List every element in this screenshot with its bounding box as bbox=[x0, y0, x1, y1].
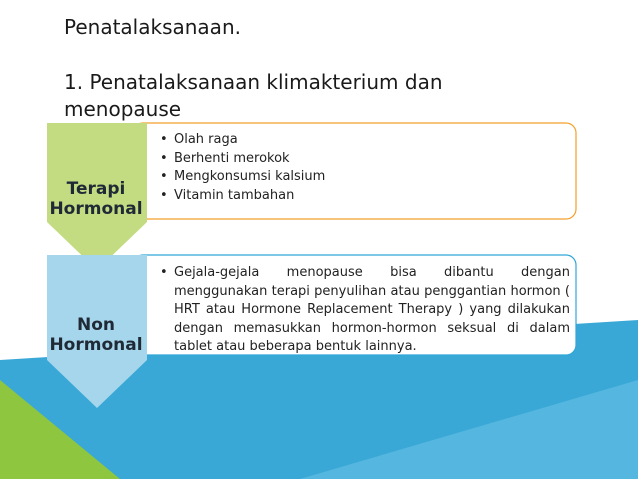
row2-content bbox=[158, 264, 570, 357]
row1-label-line-1: Terapi bbox=[66, 179, 126, 199]
subheading-line-2: menopause bbox=[64, 97, 182, 121]
row2-label bbox=[44, 315, 148, 355]
row1-label bbox=[44, 179, 148, 219]
row1-bullet-list bbox=[158, 131, 568, 205]
row1-bullet: • Olah raga bbox=[158, 131, 568, 150]
page-heading: Penatalaksanaan. bbox=[64, 15, 241, 39]
subheading-line-1: 1. Penatalaksanaan klimakterium dan bbox=[64, 70, 443, 94]
row2-bullet-list bbox=[158, 264, 570, 357]
row2-label-line-2: Hormonal bbox=[49, 335, 143, 355]
row2-label-line-1: Non bbox=[76, 315, 115, 335]
row1-bullet: • Mengkonsumsi kalsium bbox=[158, 168, 568, 187]
page-subheading bbox=[64, 69, 443, 123]
row1-bullet: • Vitamin tambahan bbox=[158, 187, 568, 206]
row2-bullet: • Gejala-gejala menopause bisa dibantu dengan menggunakan terapi penyulihan atau penggantian hormon ( HRT atau Hormone Replacement Therapy ) yang dilakukan dengan memasukkan hormon-hormon seksual di dalam tablet atau beberapa bentuk lainnya. bbox=[158, 264, 570, 357]
row1-bullet: • Berhenti merokok bbox=[158, 150, 568, 169]
row1-label-line-2: Hormonal bbox=[49, 199, 143, 219]
row1-content bbox=[158, 131, 568, 205]
